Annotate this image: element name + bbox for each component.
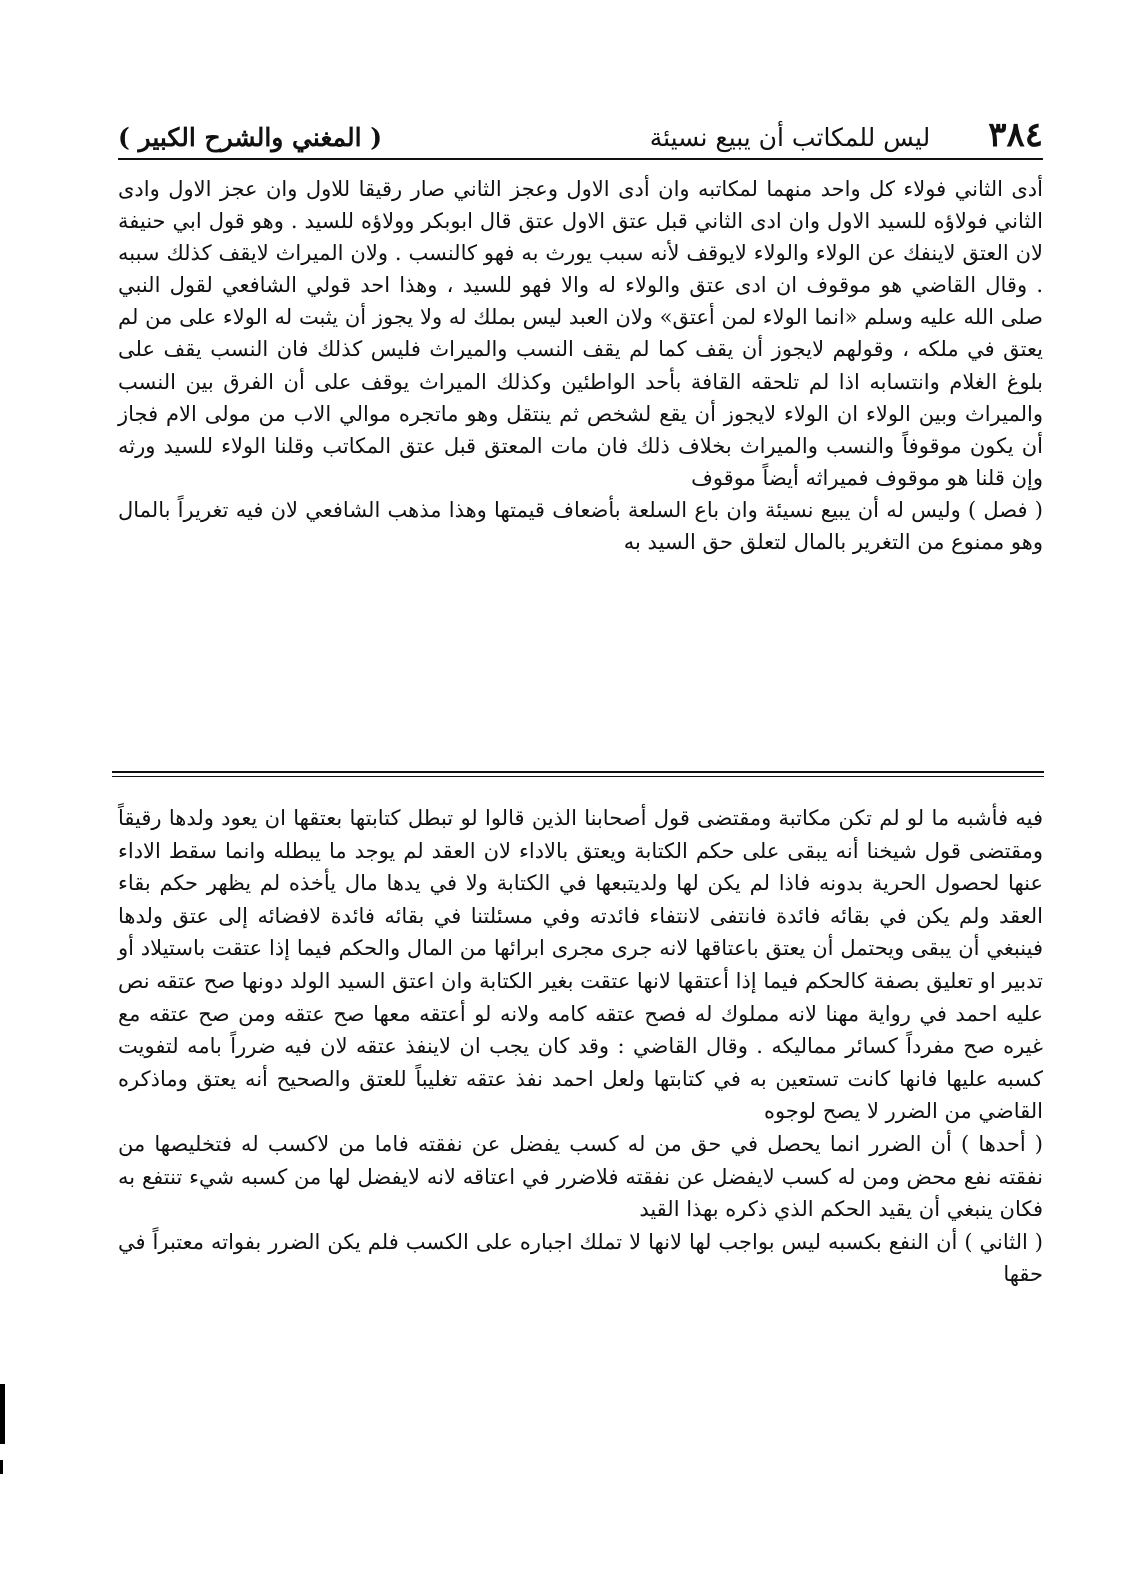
page-number: ٣٨٤: [988, 115, 1043, 155]
scan-edge-mark: [0, 1384, 5, 1444]
paragraph: ( الثاني ) أن النفع بكسبه ليس بواجب لها لانها لا تملك اجباره على الكسب فلم يكن الضرر بفواته معتبراً في حقها: [118, 1229, 1043, 1287]
paragraph: أدى الثاني فولاء كل واحد منهما لمكاتبه وان أدى الاول وعجز الثاني صار رقيقا للاول وان عجز الاول وادى الثاني فولاؤه للسيد الاول وان ادى الثاني قبل عتق الاول عتق قال ابوبكر وولاؤه للسيد . وهو قول ابي حنيفة لان العتق لاينفك عن الولاء والولاء لايوقف لأنه سبب يورث به فهو كالنسب . ولان الميراث لايقف كذلك سببه . وقال القاضي هو موقوف ان ادى عتق والولاء له والا فهو للسيد ، وهذا احد قولي الشافعي لقول النبي صلى الله عليه وسلم «انما الولاء لمن أعتق» ولان العبد ليس بملك له ولا يجوز أن يثبت له الولاء على من لم يعتق في ملكه ، وقولهم لايجوز أن يقف كما لم يقف النسب والميراث فليس كذلك فان النسب يقف على بلوغ الغلام وانتسابه اذا لم تلحقه القافة بأحد الواطئين وكذلك الميراث يوقف على أن الفرق بين النسب والميراث وبين الولاء ان الولاء لايجوز أن يقع لشخص ثم ينتقل وهو ماتجره موالي الاب من مولى الام فجاز أن يكون موقوفاً والنسب والميراث بخلاف ذلك فان مات المعتق قبل عتق المكاتب وقلنا الولاء للسيد ورثه وإن قلنا هو موقوف فميراثه أيضاً موقوف: [118, 177, 1043, 490]
book-title: ( المغني والشرح الكبير ): [118, 123, 383, 152]
upper-text-block: [118, 173, 1043, 558]
section-divider-thin: [112, 776, 1044, 777]
section-paragraph: ( فصل ) وليس له أن يبيع نسيئة وان باع السلعة بأضعاف قيمتها وهذا مذهب الشافعي لان فيه تغريراً بالمال وهو ممنوع من التغرير بالمال لتعلق حق السيد به: [118, 497, 1043, 555]
paragraph: فيه فأشبه ما لو لم تكن مكاتبة ومقتضى قول أصحابنا الذين قالوا لو تبطل كتابتها بعتقها ان يعود ولدها رقيقاً ومقتضى قول شيخنا أنه يبقى على حكم الكتابة ويعتق بالاداء لان العقد لم يوجد ما يبطله وانما سقط الاداء عنها لحصول الحرية بدونه فاذا لم يكن لها ولديتبعها في الكتابة ولا في يدها مال يأخذه لم يظهر حكم بقاء العقد ولم يكن في بقائه فائدة فانتفى لانتفاء فائدته وفي مسئلتنا في بقائه فائدة لافضائه إلى عتق ولدها فينبغي أن يبقى ويحتمل أن يعتق باعتاقها لانه جرى مجرى ابرائها من المال والحكم فيما إذا عتقت باستيلاد أو تدبير او تعليق بصفة كالحكم فيما إذا أعتقها لانها عتقت بغير الكتابة وان اعتق السيد الولد دونها صح عتقه نص عليه احمد في رواية مهنا لانه مملوك له فصح عتقه كامه ولانه لو أعتقه معها صح عتقه ومن صح عتقه مع غيره صح مفرداً كسائر مماليكه . وقال القاضي : وقد كان يجب ان لاينفذ عتقه لان فيه ضرراً بامه لتفويت كسبه عليها فانها كانت تستعين به في كتابتها ولعل احمد نفذ عتقه تغليباً للعتق والصحيح أنه يعتق وماذكره القاضي من الضرر لا يصح لوجوه: [118, 806, 1043, 1124]
scan-edge-mark: [0, 1460, 3, 1474]
page-header: [118, 102, 1043, 160]
section-divider: [112, 771, 1044, 773]
running-title: ليس للمكاتب أن يبيع نسيئة: [649, 123, 931, 152]
lower-text-block: [118, 802, 1043, 1291]
paragraph: ( أحدها ) أن الضرر انما يحصل في حق من له كسب يفضل عن نفقته فاما من لاكسب له فتخليصها من نفقته نفع محض ومن له كسب لايفضل عن نفقته فلاضرر في اعتاقه لانه لايفضل لها من كسبه شيء تنتفع به فكان ينبغي أن يقيد الحكم الذي ذكره بهذا القيد: [118, 1131, 1043, 1222]
